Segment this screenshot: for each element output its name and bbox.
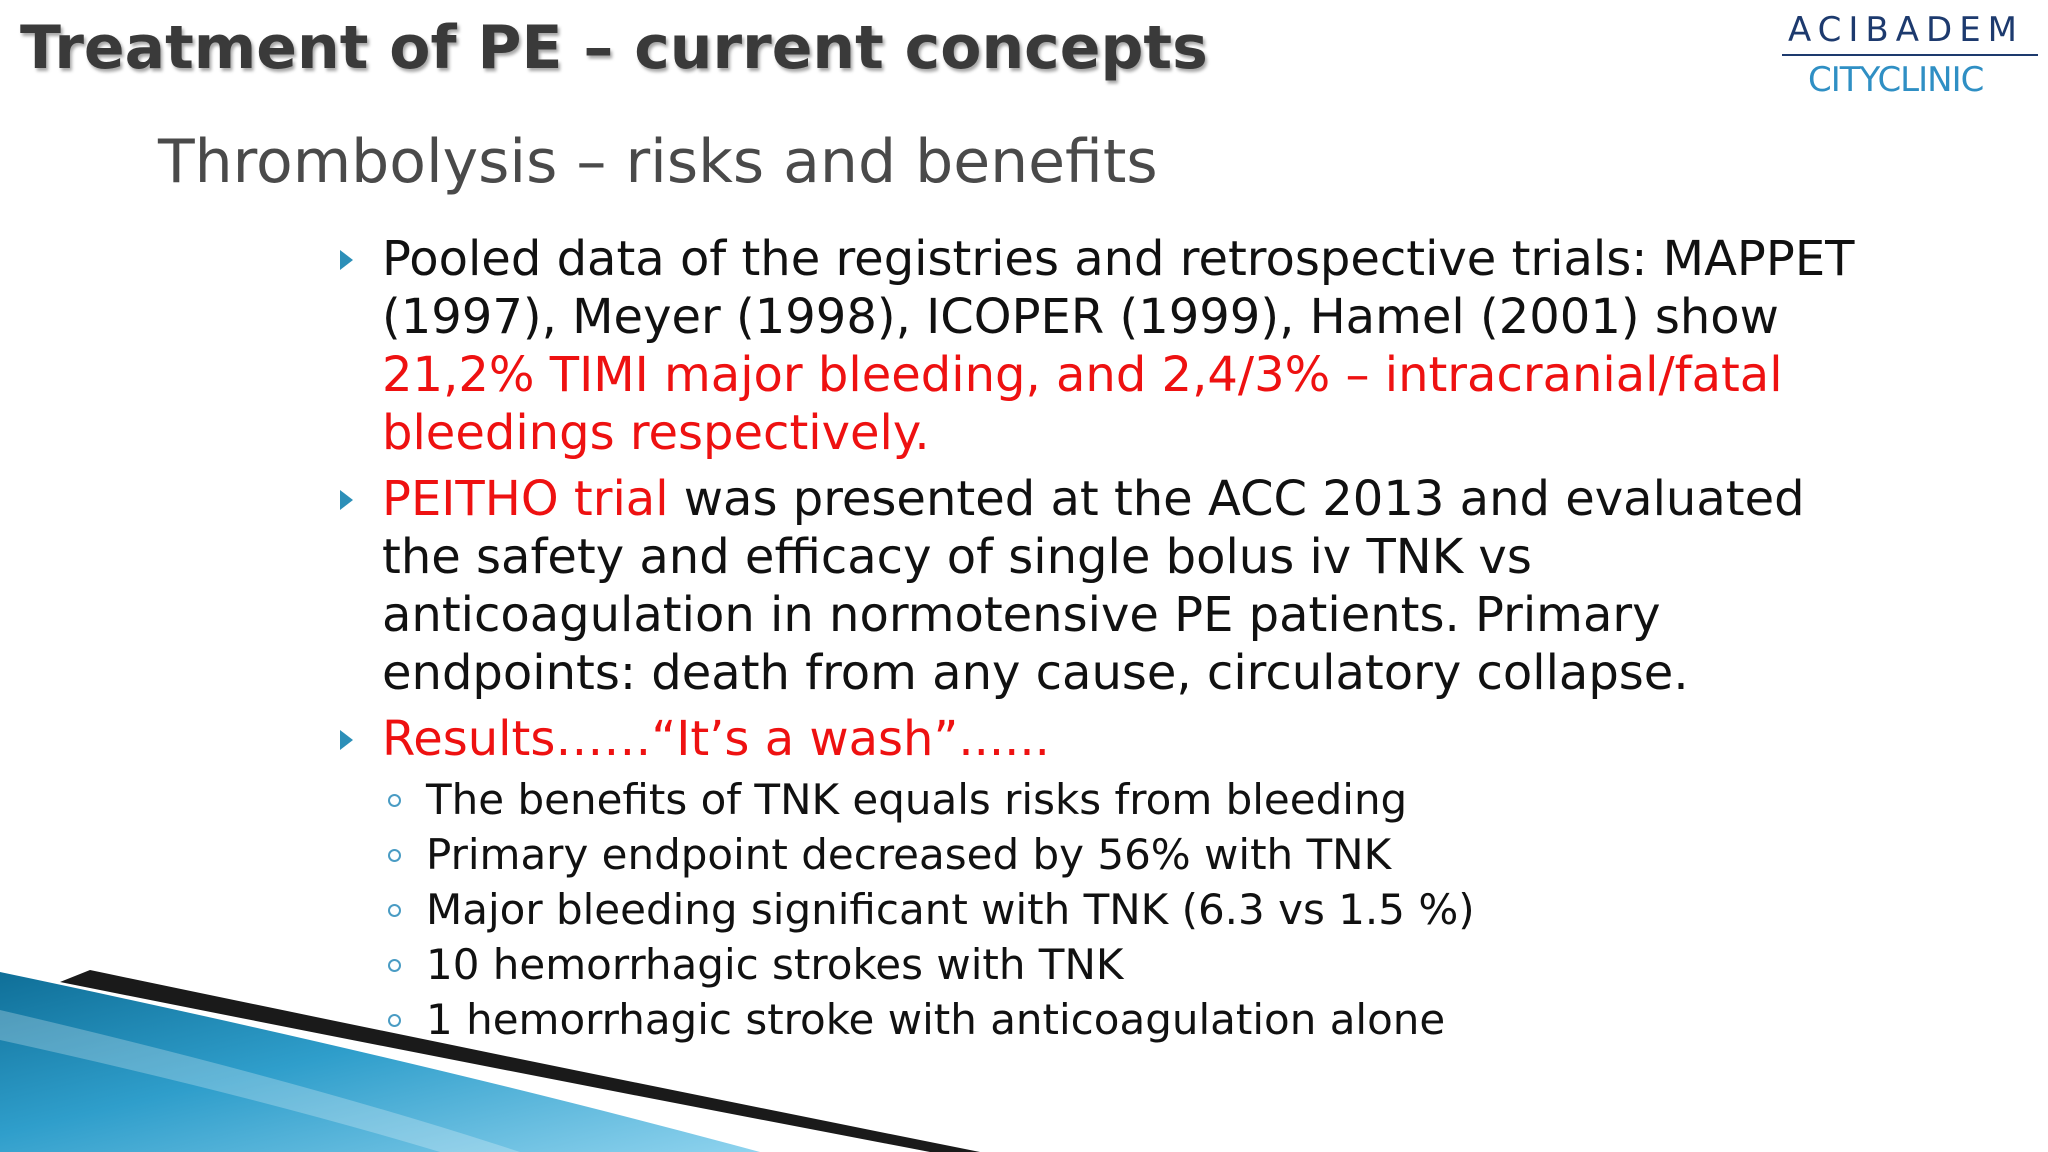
sub-bullet-text: 10 hemorrhagic strokes with TNK (426, 940, 1124, 989)
slide-subtitle: Thrombolysis – risks and benefits (158, 127, 1158, 197)
slide-header-title: Treatment of PE – current concepts (20, 13, 1208, 83)
sub-bullet-text: Major bleeding significant with TNK (6.3 vs 1.5 %) (426, 885, 1475, 934)
bullet-line: the safety and efficacy of single bolus iv TNK vs (382, 529, 1532, 585)
logo-bottom-text: CITYCLINIC (1808, 60, 1984, 100)
bullet-line: Pooled data of the registries and retrospective trials: MAPPET (382, 231, 1855, 287)
bullet-highlight-line: 21,2% TIMI major bleeding, and 2,4/3% – intracranial/fatal (382, 347, 1783, 403)
logo-top-text: ACIBADEM (1788, 10, 2025, 50)
bullet-line: (1997), Meyer (1998), ICOPER (1999), Hamel (2001) show (382, 289, 1779, 345)
results-highlight: Results……“It’s a wash”...... (382, 711, 1050, 767)
bullet-line: anticoagulation in normotensive PE patients. Primary (382, 587, 1661, 643)
bullet-highlight-line: bleedings respectively. (382, 405, 930, 461)
bullet-line: endpoints: death from any cause, circulatory collapse. (382, 645, 1689, 701)
sub-bullet-text: Primary endpoint decreased by 56% with TNK (426, 830, 1392, 879)
sub-bullet-text: 1 hemorrhagic stroke with anticoagulation alone (426, 995, 1446, 1044)
bullet-line-rest: was presented at the ACC 2013 and evaluated (668, 471, 1805, 527)
sub-bullet-text: The benefits of TNK equals risks from bleeding (426, 775, 1408, 824)
peitho-trial-highlight: PEITHO trial (382, 471, 669, 527)
